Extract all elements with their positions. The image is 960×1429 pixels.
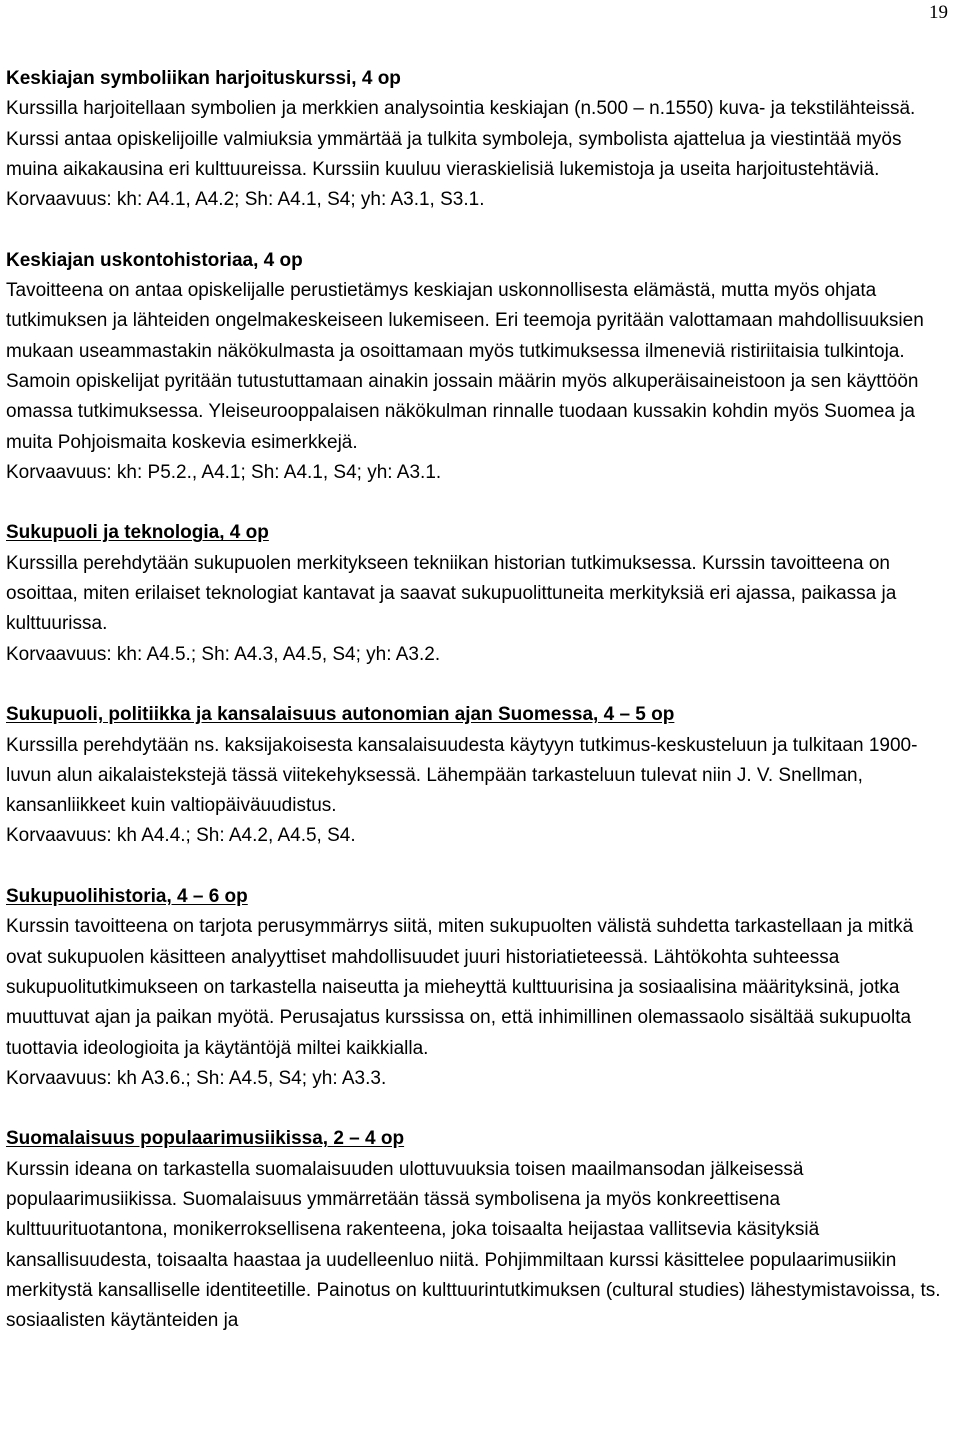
- course-correspondence: Korvaavuus: kh: P5.2., A4.1; Sh: A4.1, S4; yh: A3.1.: [6, 461, 442, 483]
- course-correspondence: Korvaavuus: kh: A4.1, A4.2; Sh: A4.1, S4; yh: A3.1, S3.1.: [6, 189, 485, 211]
- course-description: Kurssilla perehdytään sukupuolen merkitykseen tekniikan historian tutkimuksessa. Kurssin tavoitteena on osoittaa, miten erilaiset teknologiat kantavat ja saavat sukupuolittuneita merkityksiä eri ajassa, paikassa ja kulttuurissa.: [6, 552, 897, 635]
- document-body: [6, 64, 942, 1367]
- course-description: Kurssin ideana on tarkastella suomalaisuuden ulottuvuuksia toisen maailmansodan jälkeisessä populaarimusiikissa. Suomalaisuus ymmärretään tässä symbolisena ja myös konkreettisena kulttuurituotantona, monikerroksellisena rakenteena, joka toisaalta heijastaa vallitsevia käsityksiä kansallisuudesta, toisaalta haastaa ja uudelleenluo niitä. Pohjimmiltaan kurssi käsittelee populaarimusiikin merkitystä kansalliselle identiteetille. Painotus on kulttuurintutkimuksen (cultural studies) lähestymistavoissa, ts. sosiaalisten käytänteiden ja: [6, 1158, 941, 1332]
- course-section: [6, 882, 942, 1094]
- course-title: Keskiajan symboliikan harjoituskurssi, 4 op: [6, 68, 401, 89]
- course-description: Kurssilla perehdytään ns. kaksijakoisesta kansalaisuudesta käytyyn tutkimus-keskusteluun ja tulkitaan 1900-luvun alun aikalaistekstejä tässä viitekehyksessä. Lähempään tarkasteluun tulevat niin J. V. Snellman, kansanliikkeet kuin valtiopäiväuudistus.: [6, 734, 918, 817]
- course-description: Kurssilla harjoitellaan symbolien ja merkkien analysointia keskiajan (n.500 – n.1550) kuva- ja tekstilähteissä. Kurssi antaa opiskelijoille valmiuksia ymmärtää ja tulkita symboleja, symbolista ajattelua ja viestintää myös muina aikakausina eri kulttuureissa. Kurssiin kuuluu vieraskielisiä lukemistoja ja useita harjoitustehtäviä.: [6, 98, 916, 180]
- course-title: Sukupuoli ja teknologia, 4 op: [6, 522, 269, 544]
- course-description: Tavoitteena on antaa opiskelijalle perustietämys keskiajan uskonnollisesta elämästä, mutta myös ohjata tutkimuksen ja lähteiden ongelmakeskeiseen lukemiseen. Eri teemoja pyritään valottamaan mahdollisuuksien mukaan useammastakin näkökulmasta ja osoittamaan myös tutkimuksessa ilmeneviä ristiriitaisia tulkintoja. Samoin opiskelijat pyritään tutustuttamaan ainakin jossain määrin myös alkuperäisaineistoon ja sen käyttöön omassa tutkimuksessa. Yleiseurooppalaisen näkökulman rinnalle tuodaan kussakin kohdin myös Suomea ja muita Pohjoismaita koskevia esimerkkejä.: [6, 280, 924, 453]
- course-correspondence: Korvaavuus: kh: A4.5.; Sh: A4.3, A4.5, S4; yh: A3.2.: [6, 643, 441, 665]
- course-correspondence: Korvaavuus: kh A3.6.; Sh: A4.5, S4; yh: A3.3.: [6, 1067, 387, 1089]
- page-number: 19: [929, 2, 948, 23]
- course-section: [6, 64, 942, 215]
- course-description: Kurssin tavoitteena on tarjota perusymmärrys siitä, miten sukupuolten välistä suhdetta tarkastellaan ja mitkä ovat sukupuolen käsitteen analyyttiset mahdollisuudet juuri historiatieteessä. Lähtökohta suhteessa sukupuolitutkimukseen on tarkastella naiseutta ja mieheyttä kulttuurisina ja sosiaalisina määrityksinä, jotka muuttuvat ajan ja paikan myötä. Perusajatus kurssissa on, että inhimillinen olemassaolo sisältää sukupuolta tuottavia ideologioita ja käytäntöjä miltei kaikkialla.: [6, 916, 914, 1059]
- course-section: [6, 518, 942, 669]
- course-section: [6, 1124, 942, 1336]
- course-section: [6, 700, 942, 851]
- course-title: Sukupuolihistoria, 4 – 6 op: [6, 886, 248, 908]
- course-section: [6, 246, 942, 488]
- course-title: Suomalaisuus populaarimusiikissa, 2 – 4 op: [6, 1128, 405, 1150]
- course-title: Sukupuoli, politiikka ja kansalaisuus autonomian ajan Suomessa, 4 – 5 op: [6, 704, 675, 726]
- course-title: Keskiajan uskontohistoriaa, 4 op: [6, 249, 303, 271]
- course-correspondence: Korvaavuus: kh A4.4.; Sh: A4.2, A4.5, S4.: [6, 825, 356, 847]
